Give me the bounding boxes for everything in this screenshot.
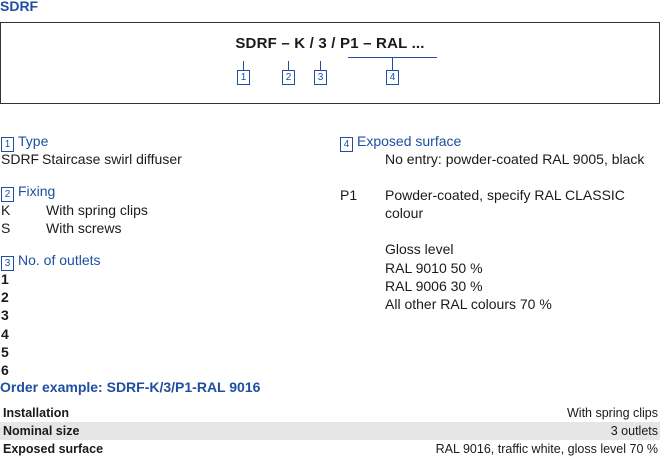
gloss-item: All other RAL colours 70 %: [385, 296, 552, 312]
fixing-code: K: [1, 202, 11, 218]
type-desc: Staircase swirl diffuser: [42, 151, 182, 167]
outlet-option: 1: [1, 271, 9, 287]
marker-1-line: [243, 61, 244, 70]
outlet-option: 2: [1, 289, 9, 305]
spec-table: [0, 404, 660, 458]
table-row: [0, 440, 660, 458]
marker-4-line: [392, 57, 393, 70]
marker-4: 4: [386, 70, 399, 85]
surface-heading-label: Exposed surface: [357, 133, 462, 149]
marker-3-line: [320, 61, 321, 70]
table-row: [0, 404, 660, 422]
marker-2-line: [288, 61, 289, 70]
type-code: SDRF: [1, 151, 40, 167]
type-number: 1: [1, 137, 14, 152]
table-label: Exposed surface: [3, 442, 104, 456]
fixing-heading: [1, 182, 55, 202]
order-example: Order example: SDRF-K/3/P1-RAL 9016: [0, 379, 261, 395]
fixing-row: [1, 219, 121, 237]
marker-2: 2: [282, 70, 295, 85]
table-row: [0, 422, 660, 440]
surface-heading: [340, 132, 461, 152]
fixing-number: 2: [1, 187, 14, 202]
table-value: 3 outlets: [610, 424, 658, 438]
outlets-heading-label: No. of outlets: [18, 252, 101, 268]
marker-3: 3: [314, 70, 327, 85]
surface-no-entry: No entry: powder-coated RAL 9005, black: [385, 151, 645, 167]
order-code: SDRF – K / 3 / P1 – RAL ...: [235, 35, 425, 52]
surface-p1-desc-line2: colour: [385, 205, 424, 221]
type-heading: [1, 132, 48, 152]
outlet-option: 5: [1, 344, 9, 360]
outlet-option: 4: [1, 326, 9, 342]
table-label: Installation: [3, 406, 69, 420]
marker-1: 1: [237, 70, 250, 85]
type-heading-label: Type: [18, 133, 49, 149]
surface-p1-desc-line1: Powder-coated, specify RAL CLASSIC: [385, 187, 625, 203]
surface-number: 4: [340, 137, 353, 152]
order-code-box: [0, 22, 660, 104]
table-value: With spring clips: [567, 406, 658, 420]
surface-p1-code: P1: [340, 187, 358, 203]
table-value: RAL 9016, traffic white, gloss level 70 %: [435, 442, 658, 456]
fixing-desc: With spring clips: [46, 202, 148, 218]
fixing-row: [1, 201, 148, 219]
table-label: Nominal size: [3, 424, 80, 438]
fixing-desc: With screws: [46, 220, 122, 236]
page-title: SDRF: [0, 0, 39, 14]
gloss-item: RAL 9006 30 %: [385, 278, 483, 294]
type-row: [1, 150, 182, 168]
outlets-heading: [1, 251, 101, 271]
fixing-heading-label: Fixing: [18, 183, 56, 199]
gloss-heading: Gloss level: [385, 241, 454, 257]
fixing-code: S: [1, 220, 11, 236]
outlet-option: 6: [1, 362, 9, 378]
outlets-number: 3: [1, 256, 14, 271]
gloss-item: RAL 9010 50 %: [385, 260, 483, 276]
outlet-option: 3: [1, 307, 9, 323]
